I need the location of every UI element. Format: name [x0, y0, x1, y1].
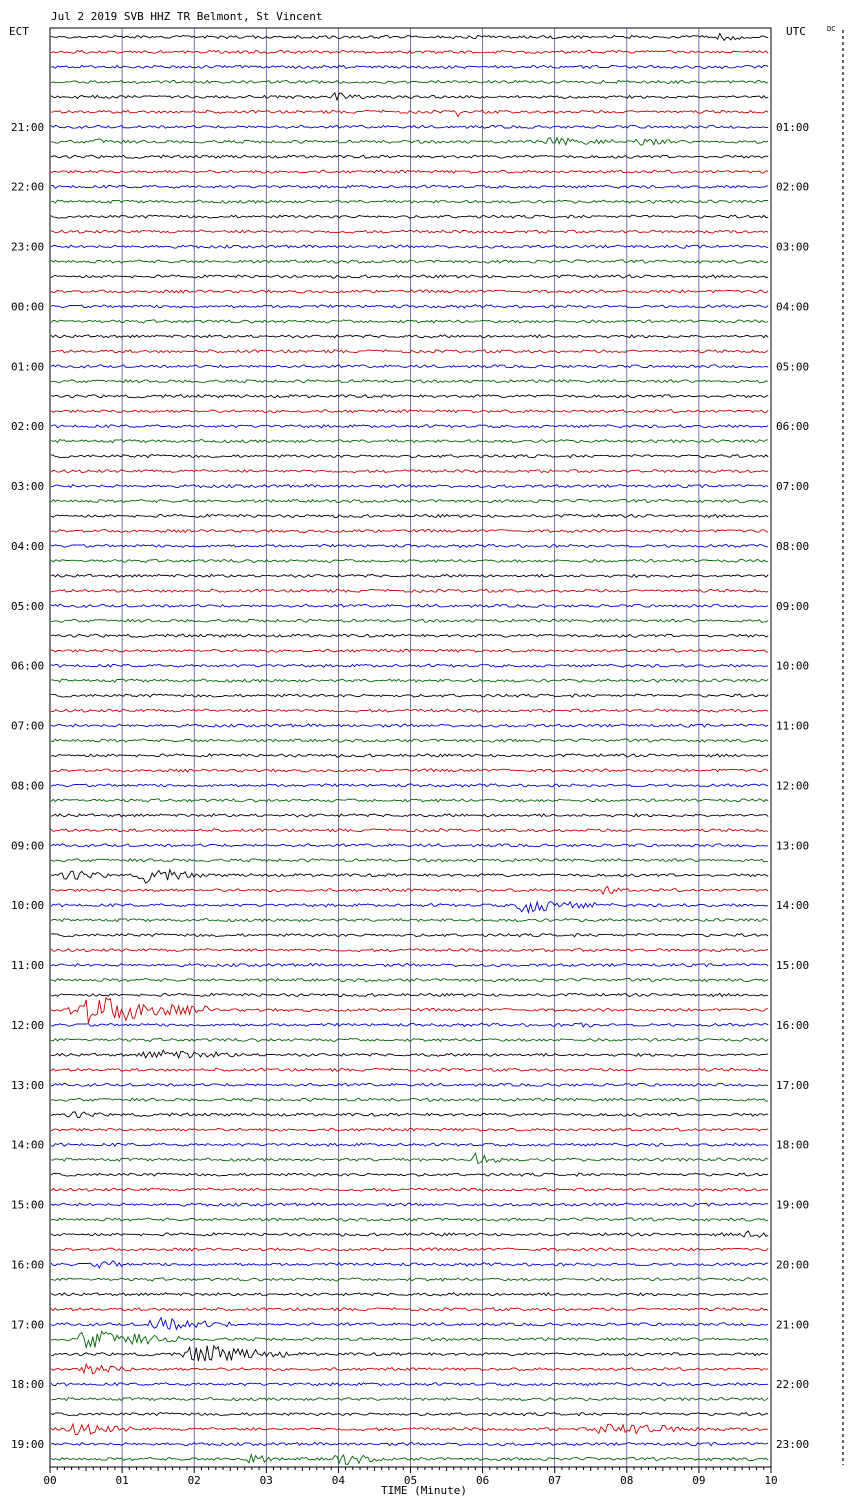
seismic-trace [51, 649, 768, 652]
seismic-trace [51, 799, 768, 802]
seismic-trace [51, 949, 768, 952]
left-hour-label: 05:00 [11, 599, 45, 613]
seismic-trace [51, 604, 768, 607]
seismic-trace [51, 963, 768, 966]
x-tick-label: 02 [187, 1474, 201, 1487]
seismic-trace [51, 1083, 768, 1086]
x-tick-label: 00 [43, 1474, 57, 1487]
seismic-trace [51, 1278, 768, 1281]
right-hour-label: 22:00 [776, 1378, 810, 1392]
x-tick-labels [43, 1474, 777, 1487]
x-tick-label: 07 [548, 1474, 562, 1487]
x-axis-label: TIME (Minute) [380, 1484, 468, 1497]
seismic-trace [51, 544, 768, 547]
left-hour-label: 14:00 [11, 1138, 45, 1152]
seismic-trace [51, 769, 768, 772]
seismic-trace [51, 1023, 768, 1027]
seismic-trace [51, 1364, 768, 1374]
seismic-trace [51, 634, 768, 637]
right-hour-label: 09:00 [776, 599, 810, 613]
right-hour-label: 20:00 [776, 1258, 810, 1272]
seismic-trace [51, 934, 768, 937]
seismic-trace [51, 484, 768, 487]
seismic-trace [51, 138, 768, 145]
right-hour-label: 10:00 [776, 659, 810, 673]
seismic-trace [51, 589, 768, 592]
seismic-trace [51, 93, 768, 100]
seismic-trace [51, 993, 768, 996]
left-hour-label: 09:00 [11, 839, 45, 853]
seismic-trace [51, 290, 768, 293]
seismic-trace [51, 901, 768, 912]
left-hour-label: 07:00 [11, 719, 45, 733]
seismic-trace [51, 170, 768, 173]
seismic-trace [51, 664, 768, 667]
left-hour-label: 00:00 [11, 300, 45, 314]
seismic-trace [51, 260, 768, 263]
seismic-trace [51, 886, 768, 894]
chart-title: Jul 2 2019 SVB HHZ TR Belmont, St Vincent [51, 10, 323, 23]
traces-layer [51, 34, 768, 1465]
seismic-trace [51, 1143, 768, 1146]
seismic-trace [51, 1346, 768, 1361]
grid-layer [50, 28, 771, 1473]
left-hour-label: 16:00 [11, 1258, 45, 1272]
seismic-trace [51, 215, 768, 218]
seismic-trace [51, 335, 768, 338]
seismic-trace [51, 425, 768, 428]
seismic-trace [51, 1442, 768, 1445]
left-hour-label: 13:00 [11, 1078, 45, 1092]
right-hour-label: 08:00 [776, 539, 810, 553]
right-hour-label: 12:00 [776, 779, 810, 793]
seismic-trace [51, 709, 768, 712]
x-tick-label: 04 [331, 1474, 346, 1487]
seismic-trace [51, 559, 768, 562]
seismic-trace [51, 365, 768, 368]
seismic-trace [51, 440, 768, 443]
seismic-trace [51, 305, 768, 308]
right-hour-label: 03:00 [776, 240, 810, 254]
seismic-trace [51, 1318, 768, 1330]
x-tick-label: 10 [764, 1474, 778, 1487]
x-tick-label: 08 [620, 1474, 634, 1487]
seismic-trace [51, 1331, 768, 1347]
left-axis-label: ECT [9, 25, 29, 38]
left-hour-label: 21:00 [11, 120, 45, 134]
seismic-trace [51, 1050, 768, 1058]
left-hour-label: 06:00 [11, 659, 45, 673]
seismic-trace [51, 1398, 768, 1401]
seismic-trace [51, 1455, 768, 1465]
seismic-trace [51, 34, 768, 41]
right-hour-label: 14:00 [776, 899, 810, 913]
right-hour-label: 15:00 [776, 959, 810, 973]
seismic-trace [51, 1231, 768, 1237]
seismic-trace [51, 185, 768, 188]
x-tick-label: 03 [259, 1474, 273, 1487]
left-hour-label: 01:00 [11, 360, 45, 374]
seismic-trace [51, 455, 768, 458]
left-hour-label: 11:00 [11, 959, 45, 973]
seismic-trace [51, 320, 768, 323]
right-hour-label: 02:00 [776, 180, 810, 194]
right-hour-label: 05:00 [776, 360, 810, 374]
right-hour-label: 16:00 [776, 1018, 810, 1032]
seismic-trace [51, 245, 768, 248]
seismic-trace [51, 1424, 768, 1435]
seismic-trace [51, 499, 768, 502]
seismic-trace [51, 1203, 768, 1206]
seismic-trace [51, 1038, 768, 1041]
seismic-trace [51, 844, 768, 847]
left-hour-label: 17:00 [11, 1318, 45, 1332]
left-hour-label: 23:00 [11, 240, 45, 254]
seismic-trace [51, 155, 768, 158]
seismic-trace [51, 529, 768, 532]
seismic-trace [51, 1413, 768, 1416]
seismic-trace [51, 1173, 768, 1176]
seismic-trace [51, 1383, 768, 1386]
right-hour-label: 06:00 [776, 420, 810, 434]
right-hour-label: 21:00 [776, 1318, 810, 1332]
seismic-trace [51, 978, 768, 981]
seismic-trace [51, 859, 768, 862]
right-hour-label: 18:00 [776, 1138, 810, 1152]
seismic-trace [51, 200, 768, 203]
left-hour-label: 10:00 [11, 899, 45, 913]
seismic-trace [51, 1248, 768, 1251]
right-hour-label: 23:00 [776, 1438, 810, 1452]
seismic-trace [51, 110, 768, 117]
seismic-trace [51, 80, 768, 83]
seismic-trace [51, 1112, 768, 1118]
left-hour-label: 12:00 [11, 1018, 45, 1032]
left-hour-labels [11, 121, 44, 1451]
left-hour-label: 22:00 [11, 180, 45, 194]
seismic-trace [51, 724, 768, 727]
left-hour-label: 15:00 [11, 1198, 45, 1212]
seismic-trace [51, 784, 768, 787]
seismic-trace [51, 1098, 768, 1101]
seismic-trace [51, 514, 768, 517]
x-tick-label: 09 [692, 1474, 706, 1487]
seismic-trace [51, 230, 768, 233]
seismic-trace [51, 350, 768, 353]
right-hour-label: 17:00 [776, 1078, 810, 1092]
seismic-trace [51, 619, 768, 622]
seismic-trace [51, 1261, 768, 1268]
seismic-trace [51, 275, 768, 278]
seismic-trace [51, 919, 768, 922]
right-hour-label: 01:00 [776, 120, 810, 134]
right-hour-label: 13:00 [776, 839, 810, 853]
seismic-trace [51, 814, 768, 817]
right-axis-label: UTC [786, 25, 806, 38]
seismic-trace [51, 470, 768, 473]
seismic-trace [51, 65, 768, 68]
scale-label: DC [827, 25, 836, 33]
seismic-trace [51, 574, 768, 577]
right-hour-label: 11:00 [776, 719, 810, 733]
right-hour-label: 04:00 [776, 300, 810, 314]
seismic-trace [51, 1153, 768, 1163]
seismic-trace [51, 997, 768, 1023]
seismic-trace [51, 1308, 768, 1311]
seismic-trace [51, 380, 768, 383]
left-hour-label: 18:00 [11, 1378, 45, 1392]
seismic-trace [51, 1218, 768, 1221]
seismic-trace [51, 754, 768, 757]
seismic-trace [51, 395, 768, 398]
x-tick-label: 06 [475, 1474, 490, 1487]
left-hour-label: 19:00 [11, 1438, 45, 1452]
seismic-trace [51, 50, 768, 53]
x-tick-label: 01 [115, 1474, 129, 1487]
left-hour-label: 08:00 [11, 779, 45, 793]
seismic-trace [51, 829, 768, 832]
seismic-trace [51, 1293, 768, 1296]
seismic-trace [51, 125, 768, 128]
left-hour-label: 04:00 [11, 539, 45, 553]
seismic-trace [51, 1128, 768, 1131]
left-hour-label: 02:00 [11, 420, 45, 434]
right-hour-label: 19:00 [776, 1198, 810, 1212]
seismic-trace [51, 410, 768, 413]
seismic-trace [51, 739, 768, 742]
seismic-trace [51, 870, 768, 884]
x-tick-label: 05 [403, 1474, 418, 1487]
seismic-trace [51, 694, 768, 697]
right-hour-labels [776, 121, 809, 1451]
seismic-trace [51, 1188, 768, 1191]
seismic-trace [51, 679, 768, 682]
seismic-trace [51, 1068, 768, 1071]
left-hour-label: 03:00 [11, 480, 45, 494]
right-hour-label: 07:00 [776, 480, 810, 494]
